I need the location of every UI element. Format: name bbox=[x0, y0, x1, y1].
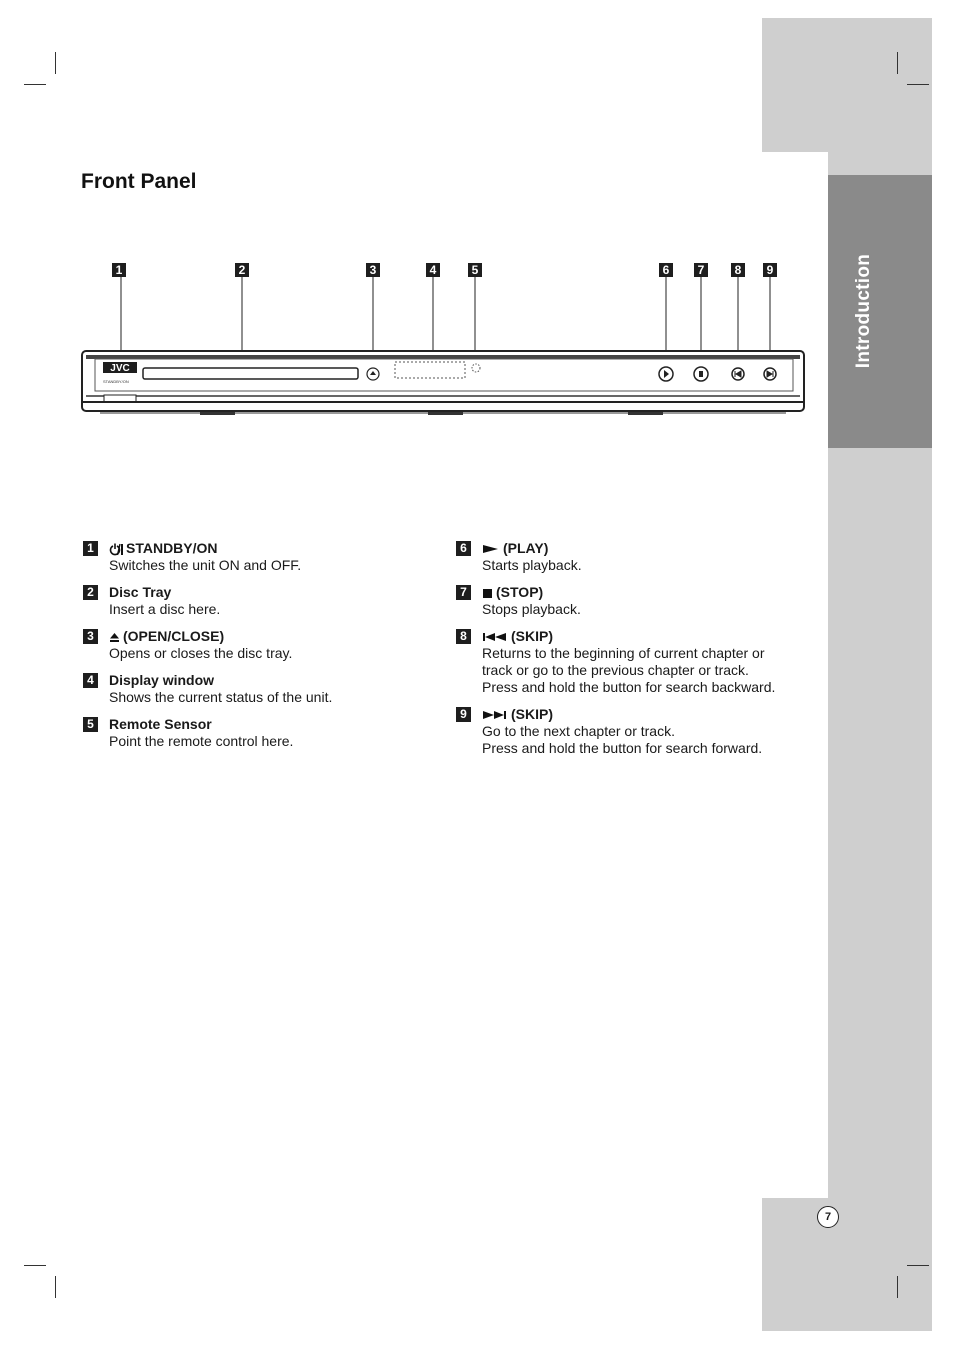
callout-2 bbox=[235, 263, 249, 277]
item-number: 6 bbox=[456, 541, 471, 556]
callout-5 bbox=[468, 263, 482, 277]
svg-text:4: 4 bbox=[429, 263, 437, 277]
list-item bbox=[83, 540, 413, 574]
item-number: 4 bbox=[83, 673, 98, 688]
dvd-player-body bbox=[82, 351, 804, 415]
item-title: Disc Tray bbox=[109, 584, 172, 600]
callout-8 bbox=[731, 263, 745, 277]
item-title: Display window bbox=[109, 672, 215, 688]
item-description: Opens or closes the disc tray. bbox=[109, 645, 293, 661]
callout-3 bbox=[366, 263, 380, 277]
page-number: 7 bbox=[817, 1206, 839, 1228]
item-title: (OPEN/CLOSE) bbox=[123, 628, 225, 644]
list-item bbox=[83, 584, 413, 618]
list-item bbox=[456, 584, 816, 618]
list-item bbox=[456, 540, 816, 574]
callout-9 bbox=[763, 263, 777, 277]
svg-text:2: 2 bbox=[238, 263, 246, 277]
list-item bbox=[83, 716, 413, 750]
svg-text:3: 3 bbox=[369, 263, 377, 277]
stop-button bbox=[694, 367, 708, 381]
item-number: 5 bbox=[83, 717, 98, 732]
eject-icon bbox=[109, 632, 120, 643]
list-item bbox=[456, 706, 816, 757]
item-description: Switches the unit ON and OFF. bbox=[109, 557, 302, 573]
item-title: (STOP) bbox=[496, 584, 544, 600]
item-number: 7 bbox=[456, 585, 471, 600]
power-icon bbox=[109, 543, 123, 556]
svg-text:STANDBY/ON: STANDBY/ON bbox=[103, 379, 129, 384]
item-number: 9 bbox=[456, 707, 471, 722]
svg-text:8: 8 bbox=[734, 263, 742, 277]
svg-text:6: 6 bbox=[662, 263, 670, 277]
callout-4 bbox=[426, 263, 440, 277]
descriptions-left bbox=[83, 540, 413, 760]
item-title: (PLAY) bbox=[503, 540, 549, 556]
item-description: Shows the current status of the unit. bbox=[109, 689, 333, 705]
disc-tray bbox=[143, 368, 358, 379]
item-title: Remote Sensor bbox=[109, 716, 212, 732]
skip-forward-icon bbox=[482, 710, 508, 720]
crop-mark bbox=[907, 1265, 929, 1266]
item-description: Stops playback. bbox=[482, 601, 581, 617]
crop-mark bbox=[55, 1276, 56, 1298]
play-button bbox=[659, 367, 673, 381]
section-tab-label: Introduction bbox=[853, 253, 874, 369]
callout-7 bbox=[694, 263, 708, 277]
crop-mark bbox=[897, 1276, 898, 1298]
item-title: (SKIP) bbox=[511, 628, 553, 644]
item-number: 8 bbox=[456, 629, 471, 644]
item-description: Press and hold the button for search backward. bbox=[482, 679, 776, 695]
page-title: Front Panel bbox=[81, 170, 197, 193]
skip-back-button bbox=[732, 368, 744, 380]
callout-markers bbox=[112, 263, 777, 277]
item-description: Go to the next chapter or track. bbox=[482, 723, 675, 739]
item-title: STANDBY/ON bbox=[126, 540, 218, 556]
descriptions-right bbox=[456, 540, 816, 767]
svg-text:JVC: JVC bbox=[110, 363, 130, 374]
svg-text:1: 1 bbox=[115, 263, 123, 277]
item-description: Press and hold the button for search forward. bbox=[482, 740, 763, 756]
callout-1 bbox=[112, 263, 126, 277]
skip-forward-button bbox=[764, 368, 776, 380]
item-description: Insert a disc here. bbox=[109, 601, 221, 617]
item-number: 1 bbox=[83, 541, 98, 556]
svg-text:9: 9 bbox=[766, 263, 774, 277]
svg-text:5: 5 bbox=[471, 263, 479, 277]
item-description: Point the remote control here. bbox=[109, 733, 294, 749]
callout-6 bbox=[659, 263, 673, 277]
skip-back-icon bbox=[482, 632, 508, 642]
item-description: Starts playback. bbox=[482, 557, 582, 573]
crop-mark bbox=[24, 1265, 46, 1266]
item-description: track or go to the previous chapter or track. bbox=[482, 662, 749, 678]
list-item bbox=[456, 628, 816, 696]
list-item bbox=[83, 672, 413, 706]
item-description: Returns to the beginning of current chapter or bbox=[482, 645, 765, 661]
item-number: 3 bbox=[83, 629, 98, 644]
svg-text:7: 7 bbox=[697, 263, 705, 277]
play-icon bbox=[482, 544, 500, 554]
item-title: (SKIP) bbox=[511, 706, 553, 722]
eject-button bbox=[367, 368, 379, 380]
front-panel-diagram bbox=[0, 0, 954, 460]
list-item bbox=[83, 628, 413, 662]
item-number: 2 bbox=[83, 585, 98, 600]
stop-icon bbox=[482, 588, 493, 599]
